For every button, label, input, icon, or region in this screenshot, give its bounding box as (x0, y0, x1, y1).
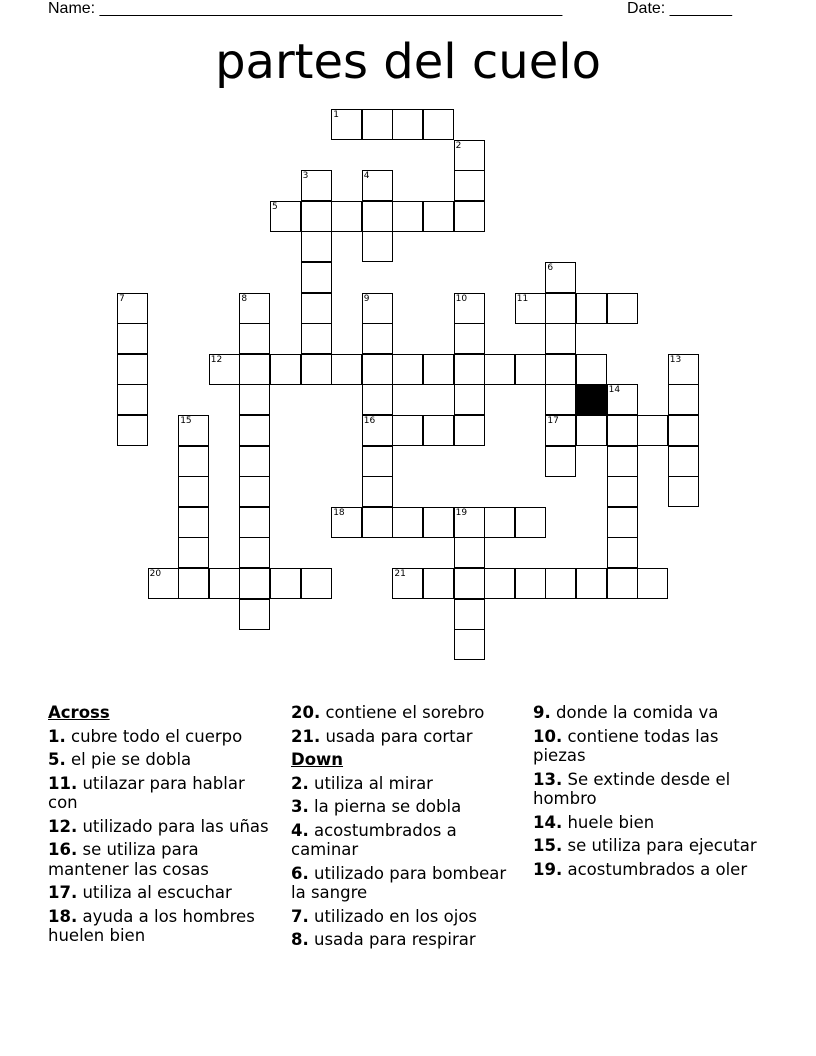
crossword-cell[interactable] (484, 354, 515, 385)
clue-number: 1 (333, 110, 339, 120)
crossword-cell[interactable] (331, 507, 362, 538)
crossword-cell[interactable] (607, 476, 638, 507)
clue-number: 2. (291, 773, 309, 793)
crossword-cell[interactable] (545, 262, 576, 293)
clue-number: 21. (291, 726, 321, 746)
crossword-cell[interactable] (607, 568, 638, 599)
crossword-cell[interactable] (301, 354, 332, 385)
crossword-cell[interactable] (668, 384, 699, 415)
crossword-cell[interactable] (270, 201, 301, 232)
crossword-cell[interactable] (392, 568, 423, 599)
clue-number: 14 (608, 385, 621, 396)
crossword-cell[interactable] (607, 293, 638, 324)
crossword-cell[interactable] (423, 568, 454, 599)
clue-number: 13 (669, 354, 682, 365)
crossword-cell[interactable] (331, 354, 362, 385)
clue-text: se utiliza para ejecutar (562, 836, 757, 855)
crossword-cell[interactable] (209, 354, 240, 385)
clue-item (48, 727, 278, 747)
clue-number: 16 (363, 416, 376, 426)
crossword-cell[interactable] (454, 415, 485, 446)
crossword-cell[interactable] (301, 262, 332, 293)
clues-column-1 (48, 703, 278, 950)
clue-number: 16. (48, 840, 78, 859)
clue-item (291, 797, 521, 817)
crossword-cell[interactable] (362, 201, 393, 232)
crossword-cell[interactable] (545, 293, 576, 324)
clue-number: 19. (533, 859, 563, 879)
down-clue-list (291, 774, 521, 950)
crossword-cell[interactable] (607, 507, 638, 538)
crossword-cell[interactable] (331, 201, 362, 232)
clue-number: 6. (291, 863, 309, 883)
clue-text: contiene todas las piezas (533, 726, 719, 765)
crossword-cell[interactable] (239, 293, 270, 324)
crossword-cell[interactable] (668, 476, 699, 507)
crossword-cell[interactable] (239, 537, 270, 568)
clue-item (291, 727, 521, 747)
clue-text: utilazar para hablar con (48, 773, 245, 812)
down-clue-list-continued (533, 703, 768, 879)
crossword-cell[interactable] (117, 293, 148, 324)
crossword-cell[interactable] (301, 170, 332, 201)
clue-number: 10. (533, 726, 563, 746)
clue-number: 2 (455, 140, 462, 151)
clue-item (291, 774, 521, 794)
clue-number: 14. (533, 812, 563, 832)
crossword-cell[interactable] (576, 293, 607, 324)
crossword-cell[interactable] (362, 293, 393, 324)
crossword-cell[interactable] (239, 446, 270, 477)
crossword-cell[interactable] (454, 354, 485, 385)
crossword-cell[interactable] (515, 507, 546, 538)
clue-number: 20 (149, 569, 162, 579)
clue-number: 11 (516, 293, 529, 304)
crossword-cell[interactable] (362, 507, 393, 538)
clue-text: utiliza al mirar (308, 773, 433, 793)
crossword-cell[interactable] (239, 599, 270, 630)
clue-number: 3 (302, 171, 309, 182)
crossword-cell[interactable] (668, 446, 699, 477)
clue-text: ayuda a los hombres huelen bien (48, 906, 255, 945)
clue-item (291, 703, 521, 723)
clue-number: 21 (394, 569, 406, 579)
crossword-cell[interactable] (668, 354, 699, 385)
crossword-cell[interactable] (362, 384, 393, 415)
crossword-cell[interactable] (239, 476, 270, 507)
clue-item (48, 817, 278, 837)
crossword-cell[interactable] (270, 354, 301, 385)
crossword-cell[interactable] (239, 568, 270, 599)
clue-text: cubre todo el cuerpo (65, 726, 243, 746)
clue-number: 3. (291, 797, 309, 816)
crossword-cell[interactable] (117, 323, 148, 354)
crossword-cell[interactable] (423, 354, 454, 385)
clue-number: 5. (48, 750, 66, 769)
page-title: partes del cuelo (215, 34, 601, 90)
crossword-cell[interactable] (178, 415, 209, 446)
clue-number: 11. (48, 773, 78, 793)
clue-item (533, 836, 768, 856)
crossword-cell[interactable] (637, 568, 668, 599)
clue-number: 20. (291, 703, 321, 722)
crossword-cell[interactable] (392, 415, 423, 446)
crossword-cell[interactable] (454, 323, 485, 354)
clue-number: 5 (272, 201, 278, 212)
clue-item (48, 907, 278, 946)
clue-number: 18. (48, 906, 78, 926)
crossword-cell[interactable] (545, 354, 576, 385)
crossword-cell[interactable] (576, 568, 607, 599)
crossword-cell[interactable] (392, 507, 423, 538)
crossword-cell[interactable] (423, 415, 454, 446)
crossword-cell[interactable] (178, 537, 209, 568)
crossword-cell[interactable] (392, 109, 423, 140)
crossword-cell[interactable] (607, 415, 638, 446)
across-heading: Across (48, 703, 110, 722)
clue-item (48, 840, 278, 879)
crossword-cell[interactable] (454, 599, 485, 630)
date-field-label: Date: _______ (627, 0, 732, 17)
clues-column-2 (291, 703, 521, 954)
clue-text: huele bien (562, 812, 655, 832)
clue-text: usada para cortar (320, 726, 473, 746)
clue-text: utiliza al escuchar (77, 883, 232, 902)
crossword-cell[interactable] (239, 354, 270, 385)
name-field-label: Name: ____________________________________________________ (48, 0, 563, 17)
crossword-cell[interactable] (239, 415, 270, 446)
clue-text: se utiliza para mantener las cosas (48, 840, 209, 879)
crossword-cell[interactable] (607, 446, 638, 477)
crossword-cell[interactable] (392, 201, 423, 232)
crossword-cell[interactable] (362, 476, 393, 507)
clue-number: 4. (291, 820, 309, 840)
crossword-cell[interactable] (454, 568, 485, 599)
crossword-cell[interactable] (117, 354, 148, 385)
clue-item (291, 930, 521, 950)
clue-item (533, 813, 768, 833)
clue-number: 7. (291, 906, 309, 926)
crossword-cell[interactable] (178, 446, 209, 477)
crossword-cell[interactable] (545, 568, 576, 599)
crossword-cell[interactable] (362, 323, 393, 354)
crossword-cell[interactable] (423, 109, 454, 140)
crossword-cell[interactable] (515, 293, 546, 324)
crossword-cell[interactable] (454, 507, 485, 538)
crossword-cell[interactable] (515, 354, 546, 385)
crossword-cell[interactable] (423, 201, 454, 232)
crossword-cell[interactable] (668, 415, 699, 446)
crossword-cell[interactable] (362, 231, 393, 262)
clue-number: 8 (241, 293, 248, 304)
crossword-cell[interactable] (545, 446, 576, 477)
crossword-cell[interactable] (301, 293, 332, 324)
across-clue-list (48, 727, 278, 946)
clue-text: el pie se dobla (65, 750, 192, 769)
clue-number: 9 (363, 293, 370, 304)
crossword-cell[interactable] (607, 537, 638, 568)
crossword-cell[interactable] (239, 384, 270, 415)
crossword-cell[interactable] (362, 170, 393, 201)
clue-number: 18 (333, 507, 345, 518)
crossword-cell[interactable] (545, 323, 576, 354)
clue-number: 12 (210, 354, 223, 365)
clue-text: acostumbrados a caminar (291, 820, 457, 859)
crossword-cell[interactable] (454, 384, 485, 415)
crossword-cell[interactable] (301, 323, 332, 354)
crossword-cell[interactable] (545, 384, 576, 415)
crossword-cell[interactable] (331, 109, 362, 140)
crossword-cell[interactable] (454, 201, 485, 232)
clue-item (533, 770, 768, 809)
clue-number: 13. (533, 769, 563, 789)
clue-text: usada para respirar (308, 930, 476, 949)
crossword-cell[interactable] (454, 629, 485, 660)
crossword-cell[interactable] (148, 568, 179, 599)
crossword-cell[interactable] (423, 507, 454, 538)
down-heading: Down (291, 750, 344, 769)
clue-text: la pierna se dobla (308, 797, 462, 816)
crossword-cell[interactable] (637, 415, 668, 446)
crossword-cell[interactable] (239, 323, 270, 354)
clue-number: 6 (547, 263, 554, 273)
clue-text: acostumbrados a oler (562, 859, 748, 879)
clue-number: 15. (533, 836, 563, 855)
clue-number: 17. (48, 883, 78, 902)
clue-text: utilizado para las uñas (77, 816, 269, 836)
crossword-cell[interactable] (362, 446, 393, 477)
crossword-cell[interactable] (178, 507, 209, 538)
crossword-cell[interactable] (484, 568, 515, 599)
crossword-cell[interactable] (239, 507, 270, 538)
clue-text: contiene el sorebro (320, 703, 485, 722)
clue-text: donde la comida va (550, 703, 719, 722)
clue-item (48, 750, 278, 770)
crossword-cell[interactable] (362, 109, 393, 140)
clue-item (291, 821, 521, 860)
across-clue-list-continued (291, 703, 521, 746)
clue-item (533, 703, 768, 723)
crossword-cell[interactable] (362, 354, 393, 385)
clue-item (533, 727, 768, 766)
clue-number: 19 (455, 507, 468, 518)
clue-number: 1. (48, 726, 66, 746)
clue-number: 9. (533, 703, 551, 722)
crossword-cell[interactable] (178, 476, 209, 507)
crossword-cell[interactable] (454, 293, 485, 324)
clue-text: utilizado en los ojos (308, 906, 478, 926)
crossword-cell[interactable] (301, 231, 332, 262)
crossword-cell[interactable] (301, 201, 332, 232)
clue-item (48, 774, 278, 813)
crossword-cell[interactable] (454, 537, 485, 568)
clue-number: 10 (455, 293, 468, 304)
crossword-cell[interactable] (607, 384, 638, 415)
crossword-cell[interactable] (576, 415, 607, 446)
crossword-cell[interactable] (392, 354, 423, 385)
clue-text: utilizado para bombear la sangre (291, 863, 507, 902)
crossword-cell[interactable] (301, 568, 332, 599)
clue-number: 4 (363, 171, 370, 182)
crossword-cell[interactable] (178, 568, 209, 599)
crossword-cell[interactable] (576, 354, 607, 385)
clue-text: Se extinde desde el hombro (533, 769, 731, 808)
clue-item (48, 883, 278, 903)
clue-number: 17 (547, 416, 559, 426)
crossword-cell[interactable] (454, 140, 485, 171)
crossword-cell[interactable] (270, 568, 301, 599)
crossword-cell[interactable] (362, 415, 393, 446)
clue-number: 7 (119, 293, 125, 304)
crossword-black-cell (576, 384, 607, 415)
clues-column-3 (533, 703, 768, 883)
crossword-cell[interactable] (484, 507, 515, 538)
crossword-cell[interactable] (545, 415, 576, 446)
clue-number: 8. (291, 930, 309, 949)
crossword-cell[interactable] (454, 170, 485, 201)
crossword-cell[interactable] (209, 568, 240, 599)
clue-number: 12. (48, 816, 78, 836)
crossword-cell[interactable] (117, 415, 148, 446)
clue-item (533, 860, 768, 880)
crossword-cell[interactable] (515, 568, 546, 599)
clue-item (291, 907, 521, 927)
crossword-cell[interactable] (117, 384, 148, 415)
clue-number: 15 (180, 416, 192, 426)
clue-item (291, 864, 521, 903)
